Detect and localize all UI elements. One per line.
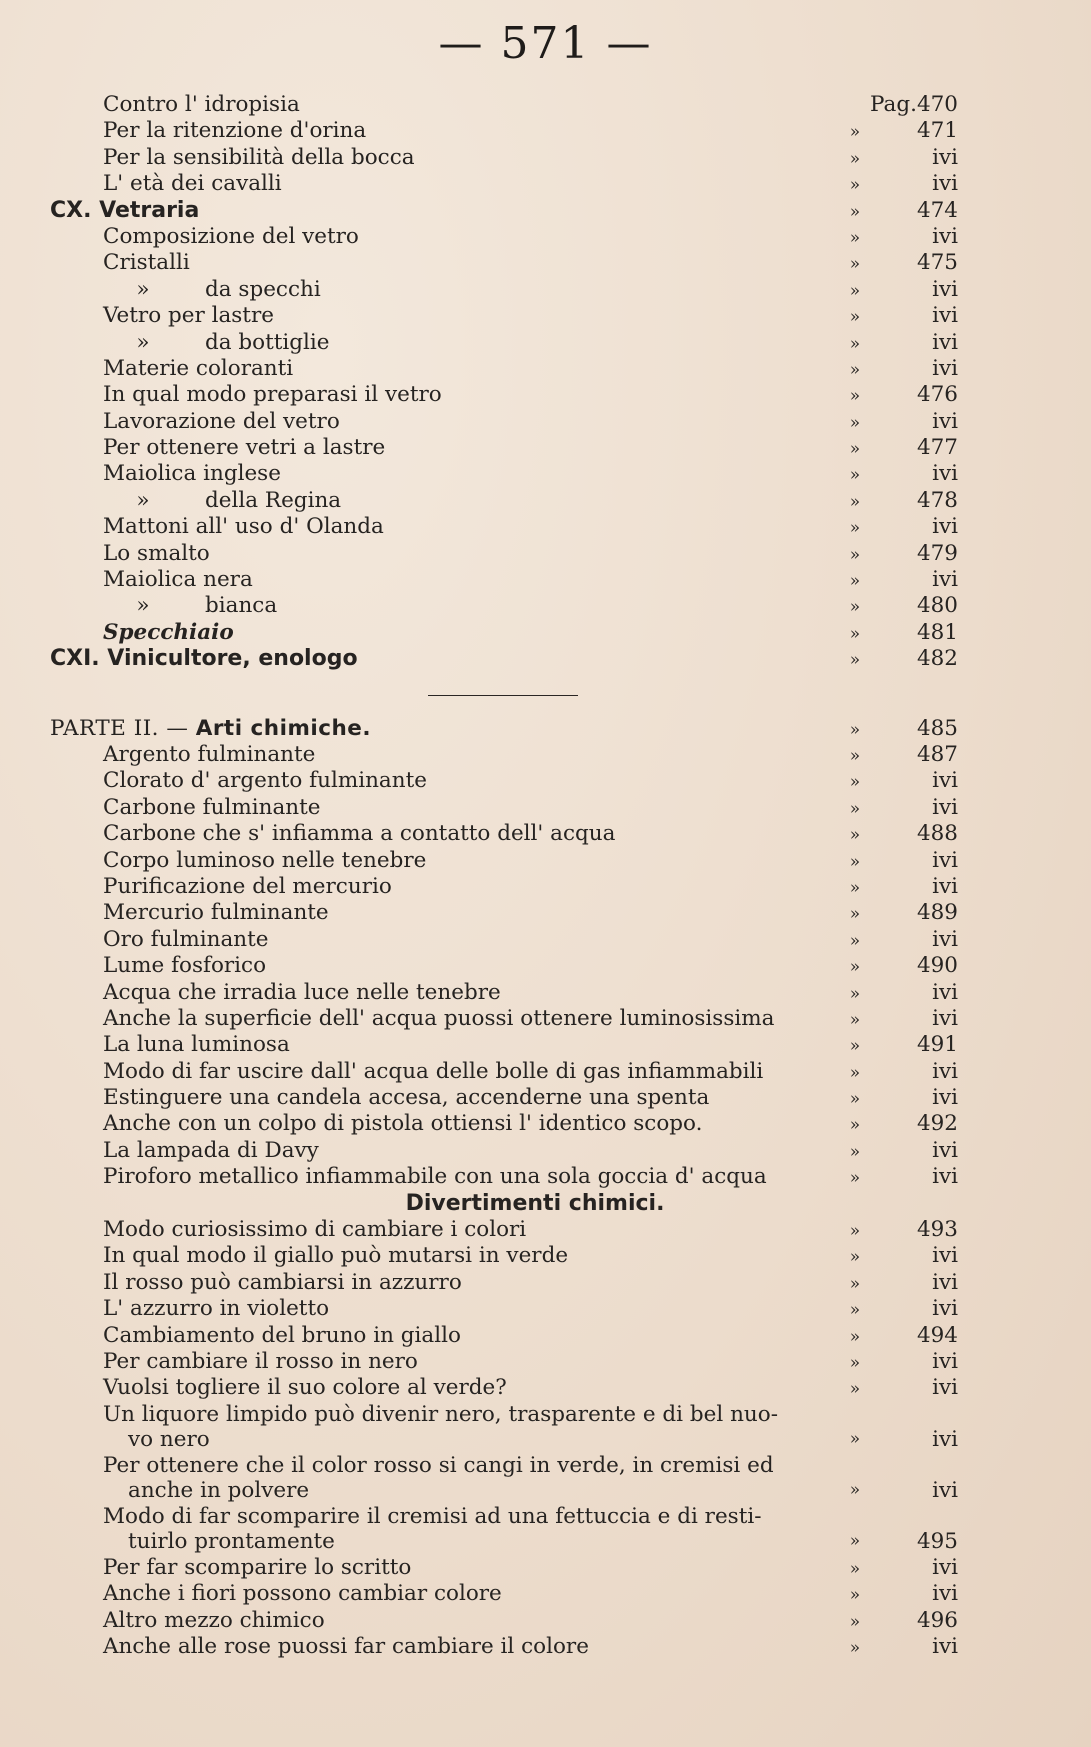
part-heading — [50, 716, 960, 742]
ditto-mark: » — [136, 487, 150, 513]
ditto-mark: » — [849, 1429, 861, 1450]
entry-title-text: Anche con un colpo di pistola ottiensi l' identico scopo. — [103, 1111, 703, 1137]
page-ref: ivi — [932, 926, 958, 952]
ditto-mark: » — [849, 798, 861, 819]
entry-title — [50, 488, 837, 514]
ditto-mark: » — [849, 1379, 861, 1400]
toc-entry — [50, 1581, 960, 1607]
page-ref: ivi — [932, 408, 958, 434]
toc-entry — [50, 1634, 960, 1660]
page-ref: 481 — [916, 619, 958, 645]
part-heading-bold: Arti chimiche. — [195, 715, 372, 741]
entry-title — [50, 303, 837, 329]
toc-entry — [50, 848, 960, 874]
entry-title-text: Estinguere una candela accesa, accenderne una spenta — [103, 1085, 710, 1111]
page-ref: ivi — [932, 171, 958, 197]
ditto-mark: » — [849, 1036, 861, 1057]
toc-block-arti-chimiche — [50, 742, 960, 1191]
ditto-mark: » — [849, 1221, 861, 1242]
ditto-mark: » — [849, 227, 861, 248]
ditto-mark: » — [849, 930, 861, 951]
page-ref: 477 — [916, 435, 958, 461]
ditto-mark: » — [136, 329, 150, 355]
page-ref: ivi — [932, 355, 958, 381]
ditto-mark: » — [849, 1089, 861, 1110]
ditto-mark: » — [849, 1611, 861, 1632]
entry-title-text: L' età dei cavalli — [103, 171, 282, 197]
ditto-mark: » — [849, 518, 861, 539]
ditto-mark: » — [849, 1273, 861, 1294]
ditto-mark: » — [849, 1247, 861, 1268]
entry-title-text: Clorato d' argento fulminante — [103, 768, 427, 794]
toc-entry — [50, 303, 960, 329]
page-ref: ivi — [932, 461, 958, 487]
page-ref: ivi — [932, 1085, 958, 1111]
entry-title-text: Modo di far uscire dall' acqua delle bolle di gas infiammabili — [103, 1058, 764, 1084]
toc-entry — [50, 1138, 960, 1164]
entry-title — [50, 461, 837, 487]
ditto-mark: » — [849, 904, 861, 925]
toc-entry — [50, 795, 960, 821]
ditto-mark: » — [849, 175, 861, 196]
page-ref: 479 — [916, 540, 958, 566]
table-of-contents — [50, 92, 960, 1660]
entry-title — [50, 1296, 837, 1322]
page-ref: 489 — [916, 900, 958, 926]
toc-entry — [50, 1296, 960, 1322]
entry-title — [50, 874, 837, 900]
ditto-mark: » — [136, 276, 150, 302]
entry-title-text: Per ottenere vetri a lastre — [103, 435, 386, 461]
entry-title-text: da specchi — [205, 276, 321, 302]
entry-title-text: Carbone fulminante — [103, 794, 321, 820]
toc-entry — [50, 1608, 960, 1634]
toc-entry — [50, 330, 960, 356]
ditto-mark: » — [849, 1480, 861, 1501]
entry-title-text: Cambiamento del bruno in giallo — [103, 1322, 461, 1348]
ditto-mark: » — [849, 650, 861, 671]
entry-title — [50, 768, 837, 794]
entry-title — [50, 409, 837, 435]
ditto-mark: » — [849, 1062, 861, 1083]
page-ref: ivi — [932, 1375, 958, 1401]
ditto-mark: » — [849, 307, 861, 328]
page-ref: ivi — [932, 1348, 958, 1374]
divider-rule — [428, 695, 578, 696]
page-number: — 571 — — [438, 18, 653, 69]
ditto-mark: » — [849, 1352, 861, 1373]
toc-entry — [50, 1085, 960, 1111]
ditto-mark: » — [849, 1531, 861, 1552]
toc-entry — [50, 874, 960, 900]
page-ref: ivi — [932, 276, 958, 302]
ditto-mark: » — [849, 571, 861, 592]
entry-title-text: CX. Vetraria — [50, 197, 200, 223]
toc-entry — [50, 1270, 960, 1296]
toc-entry — [50, 1243, 960, 1269]
page-ref: ivi — [932, 873, 958, 899]
entry-title — [50, 646, 837, 672]
ditto-mark: » — [849, 1637, 861, 1658]
ditto-mark: » — [849, 1585, 861, 1606]
entry-title — [50, 1608, 837, 1634]
entry-title-text: Anche alle rose puossi far cambiare il colore — [103, 1633, 589, 1659]
entry-title — [50, 1323, 837, 1349]
entry-title — [50, 145, 837, 171]
entry-title — [50, 435, 837, 461]
toc-entry — [50, 382, 960, 408]
page-ref: ivi — [932, 847, 958, 873]
entry-title — [50, 92, 837, 118]
page-ref: ivi — [932, 1478, 958, 1504]
entry-title-text: Vuolsi togliere il suo colore al verde? — [103, 1375, 507, 1401]
toc-entry — [50, 1323, 960, 1349]
toc-entry — [50, 1217, 960, 1243]
page-ref: 494 — [916, 1322, 958, 1348]
page-ref: 490 — [916, 953, 958, 979]
entry-title-text: Materie coloranti — [103, 355, 294, 381]
page-ref: ivi — [932, 223, 958, 249]
page-ref: 482 — [916, 646, 958, 672]
toc-entry — [50, 277, 960, 303]
page-ref: ivi — [932, 1581, 958, 1607]
toc-entry — [50, 224, 960, 250]
entry-title-text: Anche la superficie dell' acqua puossi ottenere luminosissima — [103, 1005, 775, 1031]
page-ref: ivi — [932, 1243, 958, 1269]
entry-title — [50, 1402, 837, 1453]
entry-title — [50, 1453, 837, 1504]
page-ref: ivi — [932, 1296, 958, 1322]
toc-block-final — [50, 1555, 960, 1661]
toc-entry — [50, 768, 960, 794]
entry-title-text: Maiolica nera — [103, 567, 253, 593]
ditto-mark: » — [849, 465, 861, 486]
page-ref: 485 — [916, 715, 958, 741]
page-ref: 496 — [916, 1607, 958, 1633]
ditto-mark: » — [849, 254, 861, 275]
entry-title — [50, 1349, 837, 1375]
page-ref: ivi — [932, 1137, 958, 1163]
entry-title — [50, 1243, 837, 1269]
entry-title-text: Il rosso può cambiarsi in azzurro — [103, 1269, 462, 1295]
page-ref: 488 — [916, 821, 958, 847]
entry-title-line: Modo di far scomparire il cremisi ad una fettuccia e di resti- — [103, 1503, 762, 1529]
page-ref: ivi — [932, 1554, 958, 1580]
entry-title — [50, 795, 837, 821]
toc-entry — [50, 171, 960, 197]
toc-entry-multiline — [50, 1402, 960, 1453]
ditto-mark: » — [849, 851, 861, 872]
toc-entry-multiline — [50, 1504, 960, 1555]
toc-block-vetraria — [50, 92, 960, 673]
toc-entry — [50, 541, 960, 567]
ditto-mark: » — [849, 1300, 861, 1321]
entry-title-text: Argento fulminante — [103, 741, 316, 767]
entry-title-text: Cristalli — [103, 250, 190, 276]
ditto-mark: » — [849, 772, 861, 793]
entry-title-text: L' azzurro in violetto — [103, 1296, 330, 1322]
ditto-mark: » — [849, 386, 861, 407]
entry-title-text: Per far scomparire lo scritto — [103, 1554, 412, 1580]
ditto-mark: » — [136, 593, 150, 619]
toc-entry-multiline — [50, 1453, 960, 1504]
page-ref: 476 — [916, 382, 958, 408]
entry-title-text: La lampada di Davy — [103, 1137, 319, 1163]
ditto-mark: » — [849, 597, 861, 618]
entry-title-text: Mercurio fulminante — [103, 900, 329, 926]
toc-entry — [50, 1059, 960, 1085]
entry-title-line: vo nero — [128, 1427, 210, 1453]
page-ref: ivi — [932, 1164, 958, 1190]
entry-title-text: Lume fosforico — [103, 953, 267, 979]
toc-entry — [50, 980, 960, 1006]
page-ref: ivi — [932, 768, 958, 794]
part-heading-prefix: PARTE II. — — [50, 715, 196, 741]
toc-entry — [50, 118, 960, 144]
page-ref: ivi — [932, 1427, 958, 1453]
toc-block-divertimenti — [50, 1217, 960, 1402]
page-ref: 492 — [916, 1111, 958, 1137]
toc-entry — [50, 620, 960, 646]
ditto-mark: » — [849, 877, 861, 898]
page-ref: ivi — [932, 1269, 958, 1295]
toc-entry — [50, 1349, 960, 1375]
ditto-mark: » — [849, 148, 861, 169]
entry-title — [50, 1111, 837, 1137]
toc-entry — [50, 953, 960, 979]
toc-entry — [50, 409, 960, 435]
entry-title-text: Contro l' idropisia — [103, 92, 300, 117]
toc-entry — [50, 92, 960, 118]
entry-title-text: da bottiglie — [205, 329, 330, 355]
page-ref: ivi — [932, 329, 958, 355]
entry-title-text: Mattoni all' uso d' Olanda — [103, 514, 384, 540]
entry-title — [50, 953, 837, 979]
entry-title — [50, 1138, 837, 1164]
entry-title — [50, 514, 837, 540]
entry-title — [50, 198, 837, 224]
toc-entry — [50, 742, 960, 768]
ditto-mark: » — [849, 439, 861, 460]
ditto-mark: » — [849, 957, 861, 978]
toc-entry — [50, 593, 960, 619]
entry-title — [50, 1085, 837, 1111]
pag-label: Pag. — [870, 92, 917, 117]
ditto-mark: » — [849, 1141, 861, 1162]
ditto-mark: » — [849, 745, 861, 766]
entry-title — [50, 1270, 837, 1296]
toc-entry — [50, 488, 960, 514]
entry-title-text: In qual modo il giallo può mutarsi in verde — [103, 1243, 569, 1269]
entry-title — [50, 1217, 837, 1243]
entry-title-text: La luna luminosa — [103, 1032, 290, 1058]
entry-title-text: Oro fulminante — [103, 926, 269, 952]
entry-title-text: Carbone che s' infiamma a contatto dell' acqua — [103, 821, 616, 847]
entry-title-text: Purificazione del mercurio — [103, 873, 392, 899]
entry-title-line: anche in polvere — [128, 1478, 310, 1504]
page-ref: ivi — [932, 567, 958, 593]
toc-entry — [50, 356, 960, 382]
page-ref: ivi — [932, 979, 958, 1005]
ditto-mark: » — [849, 825, 861, 846]
ditto-mark: » — [849, 983, 861, 1004]
entry-title-text: Acqua che irradia luce nelle tenebre — [103, 979, 501, 1005]
ditto-mark: » — [849, 719, 861, 740]
entry-title-text: Vetro per lastre — [103, 303, 274, 329]
toc-block-multiline — [50, 1402, 960, 1555]
entry-title — [50, 1581, 837, 1607]
entry-title-text: della Regina — [205, 487, 342, 513]
page-ref: ivi — [932, 303, 958, 329]
part-heading-title — [50, 716, 837, 742]
entry-title — [50, 821, 837, 847]
entry-title — [50, 620, 837, 646]
entry-title — [50, 1164, 837, 1190]
entry-title — [50, 742, 837, 768]
ditto-mark: » — [849, 491, 861, 512]
entry-title — [50, 1032, 837, 1058]
toc-entry — [50, 1032, 960, 1058]
entry-title — [50, 224, 837, 250]
page-ref: 491 — [916, 1032, 958, 1058]
entry-title — [50, 250, 837, 276]
entry-title — [50, 1059, 837, 1085]
entry-title-text: Specchiaio — [103, 619, 234, 645]
toc-entry — [50, 145, 960, 171]
ditto-mark: » — [849, 333, 861, 354]
ditto-mark: » — [849, 412, 861, 433]
toc-entry — [50, 821, 960, 847]
entry-title — [50, 118, 837, 144]
entry-title-text: In qual modo preparasi il vetro — [103, 382, 442, 408]
entry-title-line: Un liquore limpido può divenir nero, trasparente e di bel nuo- — [103, 1401, 778, 1427]
entry-title — [50, 382, 837, 408]
entry-title — [50, 980, 837, 1006]
ditto-mark: » — [849, 280, 861, 301]
entry-title — [50, 848, 837, 874]
entry-title — [50, 1555, 837, 1581]
entry-title — [50, 593, 837, 619]
entry-title-text: bianca — [205, 593, 278, 619]
page-ref — [837, 92, 960, 118]
entry-title-text: Maiolica inglese — [103, 461, 281, 487]
ditto-mark: » — [849, 1009, 861, 1030]
toc-entry — [50, 435, 960, 461]
page-ref: 471 — [916, 118, 958, 144]
entry-title — [50, 1634, 837, 1660]
entry-title-text: Modo curiosissimo di cambiare i colori — [103, 1217, 527, 1243]
entry-title-line: tuirlo prontamente — [128, 1529, 335, 1555]
page-ref: 478 — [916, 487, 958, 513]
page-ref: ivi — [932, 1058, 958, 1084]
toc-entry — [50, 900, 960, 926]
entry-title-text: Anche i fiori possono cambiar colore — [103, 1581, 502, 1607]
page-ref: ivi — [932, 144, 958, 170]
entry-title — [50, 567, 837, 593]
toc-entry — [50, 927, 960, 953]
entry-title-text: Lavorazione del vetro — [103, 408, 340, 434]
chapter-row — [50, 646, 960, 672]
entry-title-text: Per cambiare il rosso in nero — [103, 1348, 418, 1374]
entry-title-text: Per la sensibilità della bocca — [103, 144, 415, 170]
entry-title — [50, 900, 837, 926]
toc-entry — [50, 250, 960, 276]
entry-title — [50, 1375, 837, 1401]
entry-title — [50, 171, 837, 197]
toc-entry — [50, 1111, 960, 1137]
ditto-mark: » — [849, 1558, 861, 1579]
page-ref: ivi — [932, 1005, 958, 1031]
ditto-mark: » — [849, 201, 861, 222]
ditto-mark: » — [849, 544, 861, 565]
entry-title — [50, 356, 837, 382]
entry-title-text: Lo smalto — [103, 540, 210, 566]
entry-title-line: Per ottenere che il color rosso si cangi in verde, in cremisi ed — [103, 1452, 774, 1478]
page-ref: ivi — [932, 794, 958, 820]
toc-entry — [50, 514, 960, 540]
toc-entry — [50, 1375, 960, 1401]
ditto-mark: » — [849, 623, 861, 644]
chapter-row — [50, 198, 960, 224]
toc-entry — [50, 567, 960, 593]
ditto-mark: » — [849, 122, 861, 143]
page-ref: 493 — [916, 1217, 958, 1243]
entry-title-text: CXI. Vinicultore, enologo — [50, 646, 358, 672]
entry-title-text: Per la ritenzione d'orina — [103, 118, 367, 144]
toc-entry — [50, 1164, 960, 1190]
entry-title-text: Composizione del vetro — [103, 223, 359, 249]
ditto-mark: » — [849, 359, 861, 380]
page-ref: ivi — [932, 1633, 958, 1659]
page-number-ref: 470 — [916, 92, 958, 117]
section-heading: Divertimenti chimici. — [405, 1190, 665, 1216]
toc-entry — [50, 461, 960, 487]
page-ref: 474 — [916, 197, 958, 223]
entry-title-text: Piroforo metallico infiammabile con una sola goccia d' acqua — [103, 1164, 767, 1190]
entry-title-text: Altro mezzo chimico — [103, 1607, 325, 1633]
page-ref: 487 — [916, 741, 958, 767]
page-ref: 480 — [916, 593, 958, 619]
entry-title — [50, 927, 837, 953]
entry-title-text: Corpo luminoso nelle tenebre — [103, 847, 427, 873]
entry-title — [50, 277, 837, 303]
toc-entry — [50, 1006, 960, 1032]
page-ref: 495 — [916, 1529, 958, 1555]
ditto-mark: » — [849, 1115, 861, 1136]
toc-entry — [50, 1555, 960, 1581]
entry-title — [50, 1006, 837, 1032]
page-ref: 475 — [916, 250, 958, 276]
entry-title — [50, 1504, 837, 1555]
ditto-mark: » — [849, 1168, 861, 1189]
ditto-mark: » — [849, 1326, 861, 1347]
page-ref: ivi — [932, 514, 958, 540]
entry-title — [50, 541, 837, 567]
entry-title — [50, 330, 837, 356]
